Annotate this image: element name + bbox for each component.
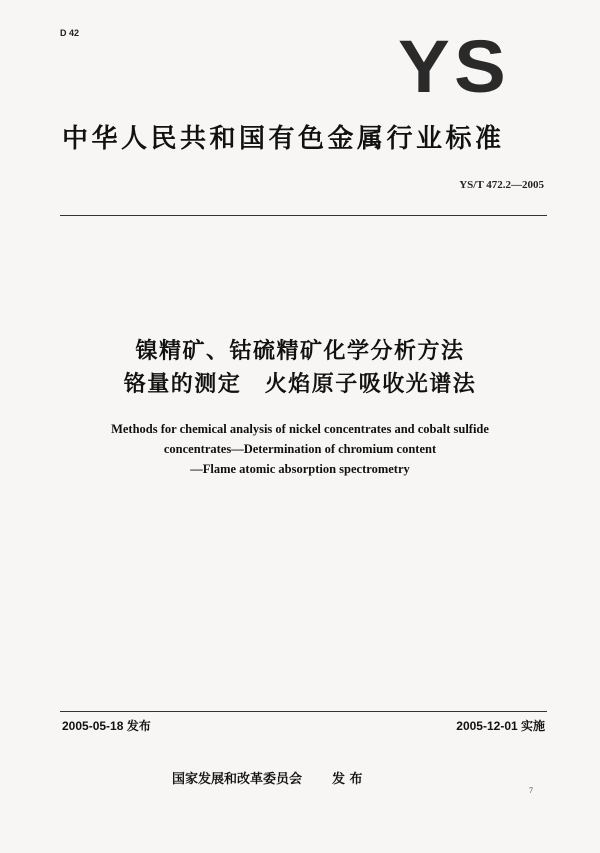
ys-logo: YS	[398, 25, 511, 108]
chinese-title-line-1: 镍精矿、钴硫精矿化学分析方法	[135, 339, 465, 364]
implementation-date: 2005-12-01 实施	[456, 719, 545, 733]
english-title-line-1: Methods for chemical analysis of nickel concentrates and cobalt sulfide	[111, 422, 489, 436]
standard-number: YS/T 472.2—2005	[459, 179, 544, 191]
publisher-action: 发 布	[332, 772, 363, 787]
page-number: 7	[529, 786, 533, 795]
top-divider	[60, 215, 547, 216]
english-title-line-2: concentrates—Determination of chromium content	[163, 442, 437, 456]
chinese-title-line-2: 铬量的测定 火焰原子吸收光谱法	[123, 372, 477, 397]
issue-date: 2005-05-18 发布	[62, 719, 151, 733]
publisher-line	[172, 768, 363, 787]
english-title-line-3: —Flame atomic absorption spectrometry	[190, 462, 410, 476]
standard-category-title: 中华人民共和国有色金属行业标准	[62, 124, 505, 154]
publisher-name: 国家发展和改革委员会	[172, 772, 303, 787]
classification-code: D 42	[60, 28, 80, 38]
bottom-divider	[60, 711, 547, 712]
